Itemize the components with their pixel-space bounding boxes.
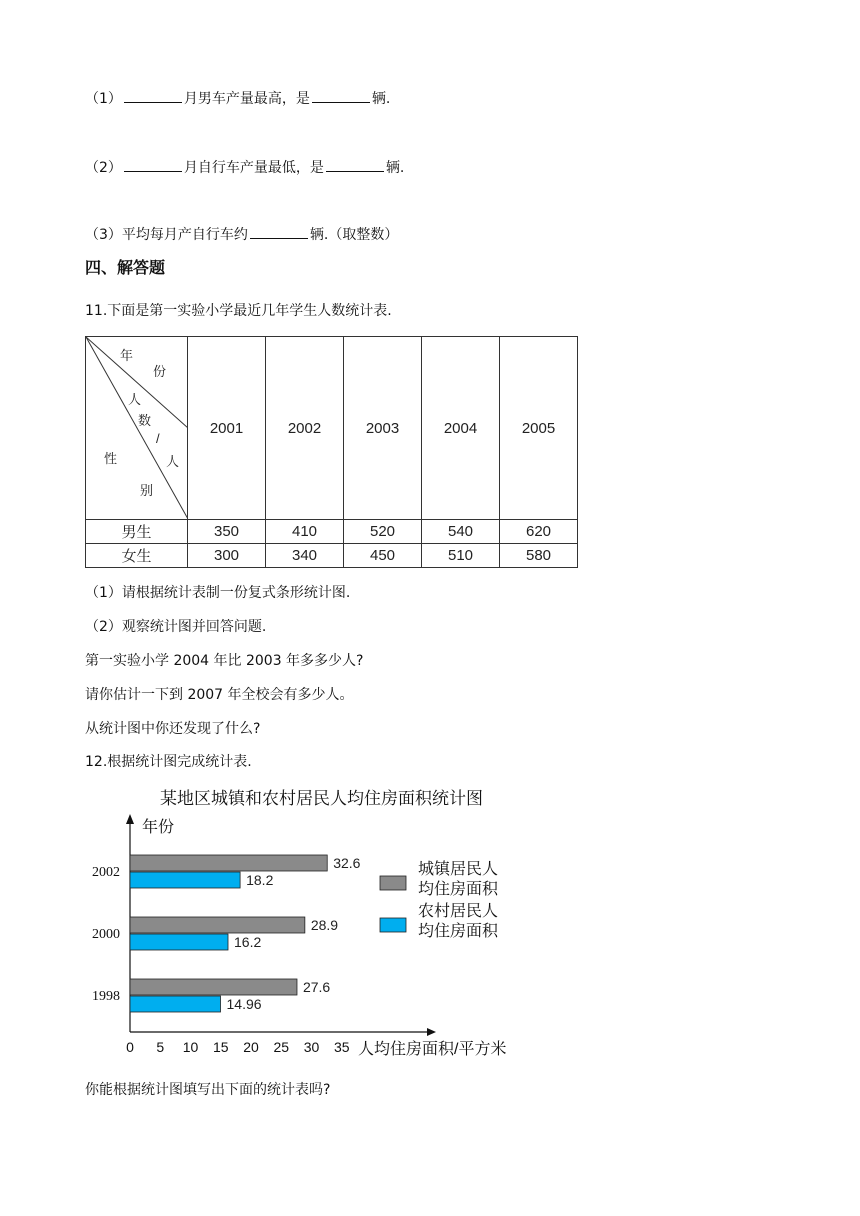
problem-11-question-c: 从统计图中你还发现了什么? [85,721,261,737]
table-cell: 520 [344,520,422,544]
problem-11-title: 11.下面是第一实验小学最近几年学生人数统计表. [85,303,392,319]
x-axis-label: 人均住房面积/平方米 [358,1041,507,1058]
student-count-table [85,336,578,568]
diagonal-header-cell [86,337,188,520]
bar [130,855,327,871]
table-row-girls [86,544,578,568]
diagonal-lines [86,337,188,519]
problem-11-question-b: 请你估计一下到 2007 年全校会有多少人。 [85,687,354,703]
bar [130,996,221,1012]
diag-label-xing: 性 [104,451,118,466]
row-label: 男生 [86,520,188,544]
table-cell: 540 [422,520,500,544]
data-label: 32.6 [333,855,361,871]
x-axis-arrow [427,1028,436,1036]
data-label: 28.9 [310,917,339,933]
year-header: 2005 [500,337,578,520]
year-header: 2002 [266,337,344,520]
bar [130,979,297,995]
table-cell: 410 [266,520,344,544]
data-label: 27.6 [302,979,331,995]
year-header: 2004 [422,337,500,520]
legend-label: 城镇居民人 [418,861,499,878]
category-label: 1998 [92,989,120,1004]
bar [130,917,305,933]
diag-label-nian: 年 [120,348,134,363]
problem-11-sub1: （1）请根据统计表制一份复式条形统计图. [85,585,351,601]
answer-blank[interactable] [326,157,384,172]
category-label: 2000 [92,927,120,942]
year-header: 2001 [188,337,266,520]
data-label: 16.2 [234,934,262,950]
table-cell: 620 [500,520,578,544]
category-label: 2002 [92,865,120,880]
answer-blank[interactable] [312,88,370,103]
table-cell: 340 [266,544,344,568]
problem-12-title: 12.根据统计图完成统计表. [85,754,252,770]
x-tick-label: 15 [212,1039,229,1055]
y-axis-arrow [126,814,134,824]
table-cell: 450 [344,544,422,568]
data-label: 18.2 [246,872,274,888]
x-tick-label: 20 [243,1039,259,1055]
x-tick-label: 0 [126,1039,134,1055]
legend-swatch [380,918,406,932]
housing-area-bar-chart [78,780,538,1070]
legend-label: 均住房面积 [418,881,499,898]
diag-label-ren: 人 [128,392,142,407]
legend-label: 均住房面积 [418,923,499,940]
question-3: （3）平均每月产自行车约 辆.（取整数） [85,224,398,245]
problem-11-sub2: （2）观察统计图并回答问题. [85,619,267,635]
legend-swatch [380,876,406,890]
x-tick-label: 10 [182,1039,199,1055]
chart-title: 某地区城镇和农村居民人均住房面积统计图 [160,789,483,808]
table-cell: 350 [188,520,266,544]
bar [130,872,240,888]
year-header: 2003 [344,337,422,520]
x-tick-label: 5 [156,1039,165,1055]
diag-label-fen: 份 [153,364,167,379]
table-row-boys [86,520,578,544]
diag-label-shu: 数 [138,413,152,428]
diag-label-ren2: 人 [166,454,180,469]
question-2: （2） 月自行车产量最低，是 辆. [85,157,404,178]
problem-12-footer: 你能根据统计图填写出下面的统计表吗? [85,1082,331,1098]
diag-label-slash: / [156,431,160,446]
table-cell: 510 [422,544,500,568]
table-cell: 300 [188,544,266,568]
x-tick-label: 30 [303,1039,320,1055]
table-cell: 580 [500,544,578,568]
question-1: （1） 月男车产量最高，是 辆. [85,88,390,109]
answer-blank[interactable] [250,224,308,239]
bar [130,934,228,950]
x-tick-label: 25 [273,1039,290,1055]
problem-11-question-a: 第一实验小学 2004 年比 2003 年多多少人? [85,653,364,669]
data-label: 14.96 [226,996,262,1012]
section-title: 四、解答题 [85,258,166,277]
legend-label: 农村居民人 [418,903,499,920]
x-tick-label: 35 [333,1039,350,1055]
diag-label-bie: 别 [140,483,154,498]
answer-blank[interactable] [124,88,182,103]
answer-blank[interactable] [124,157,182,172]
y-axis-label: 年份 [142,819,175,836]
row-label: 女生 [86,544,188,568]
